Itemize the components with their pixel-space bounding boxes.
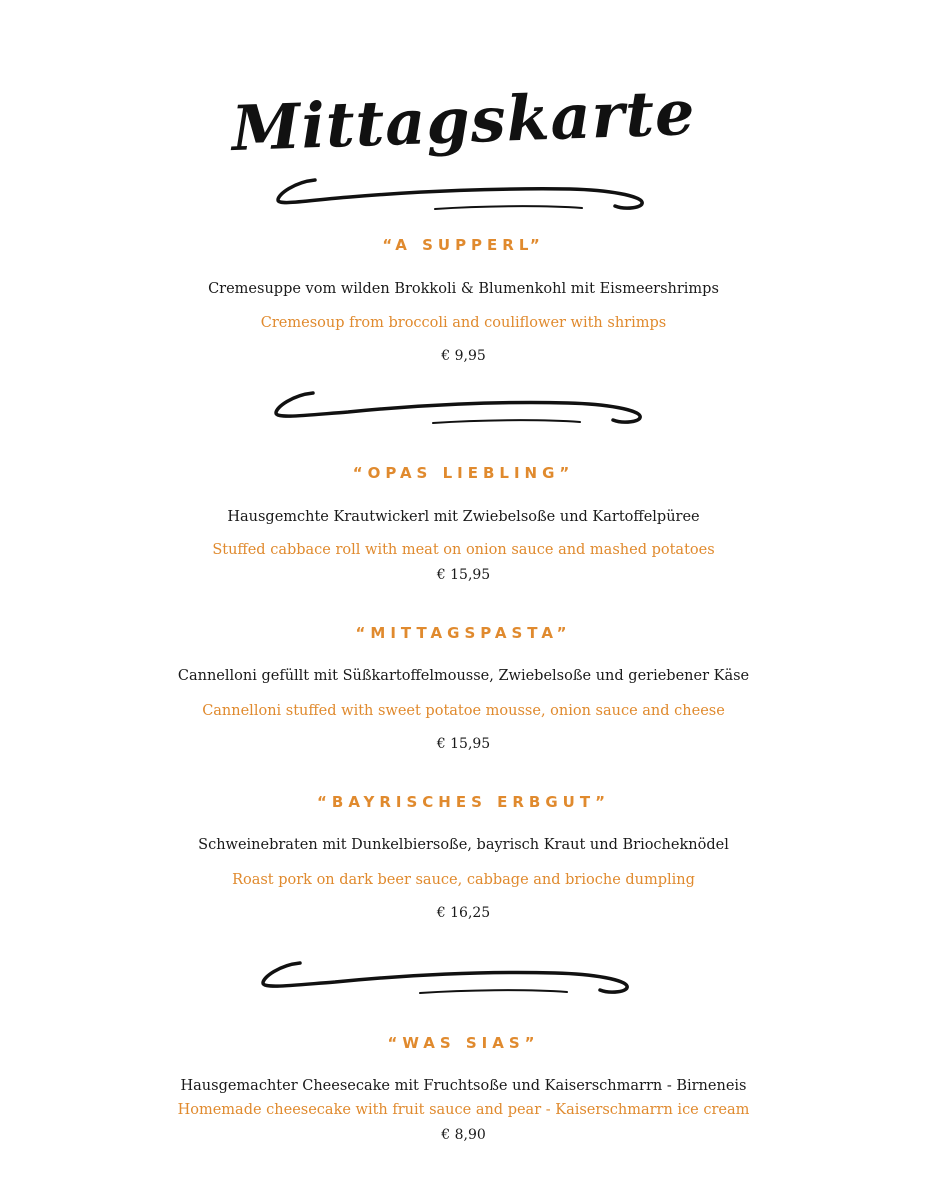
section-heading: “A SUPPERL” bbox=[382, 236, 545, 254]
section-heading: “MITTAGSPASTA” bbox=[355, 624, 572, 642]
section-heading: “BAYRISCHES ERBGUT” bbox=[317, 793, 610, 811]
swash-divider bbox=[268, 385, 653, 435]
dish-price: € 15,95 bbox=[436, 736, 491, 752]
dish-description-de: Cannelloni gefüllt mit Süßkartoffelmousse, Zwiebelsoße und geriebener Käse bbox=[177, 668, 750, 684]
dish-description-de: Hausgemchte Krautwickerl mit Zwiebelsoße und Kartoffelpüree bbox=[227, 509, 700, 525]
section-heading: “OPAS LIEBLING” bbox=[352, 464, 575, 482]
dish-description-en: Homemade cheesecake with fruit sauce and pear - Kaiserschmarrn ice cream bbox=[177, 1102, 750, 1118]
dish-description-de: Schweinebraten mit Dunkelbiersoße, bayrisch Kraut und Briocheknödel bbox=[198, 837, 729, 853]
dish-price: € 9,95 bbox=[441, 348, 486, 364]
dish-description-de: Cremesuppe vom wilden Brokkoli & Blumenkohl mit Eismeershrimps bbox=[208, 281, 719, 297]
swash-divider-top bbox=[270, 170, 655, 220]
dish-description-de: Hausgemachter Cheesecake mit Fruchtsoße und Kaiserschmarrn - Birneneis bbox=[180, 1078, 747, 1094]
swash-divider bbox=[255, 955, 640, 1005]
dish-description-en: Roast pork on dark beer sauce, cabbage and brioche dumpling bbox=[232, 872, 695, 888]
dish-price: € 16,25 bbox=[436, 905, 491, 921]
section-heading: “WAS SIAS” bbox=[387, 1034, 540, 1052]
page-title: Mittagskarte bbox=[230, 75, 697, 166]
dish-description-en: Cremesoup from broccoli and couliflower with shrimps bbox=[260, 315, 667, 331]
dish-price: € 8,90 bbox=[441, 1127, 486, 1143]
dish-price: € 15,95 bbox=[436, 567, 491, 583]
dish-description-en: Cannelloni stuffed with sweet potatoe mousse, onion sauce and cheese bbox=[202, 703, 725, 719]
dish-description-en: Stuffed cabbace roll with meat on onion sauce and mashed potatoes bbox=[212, 542, 715, 558]
